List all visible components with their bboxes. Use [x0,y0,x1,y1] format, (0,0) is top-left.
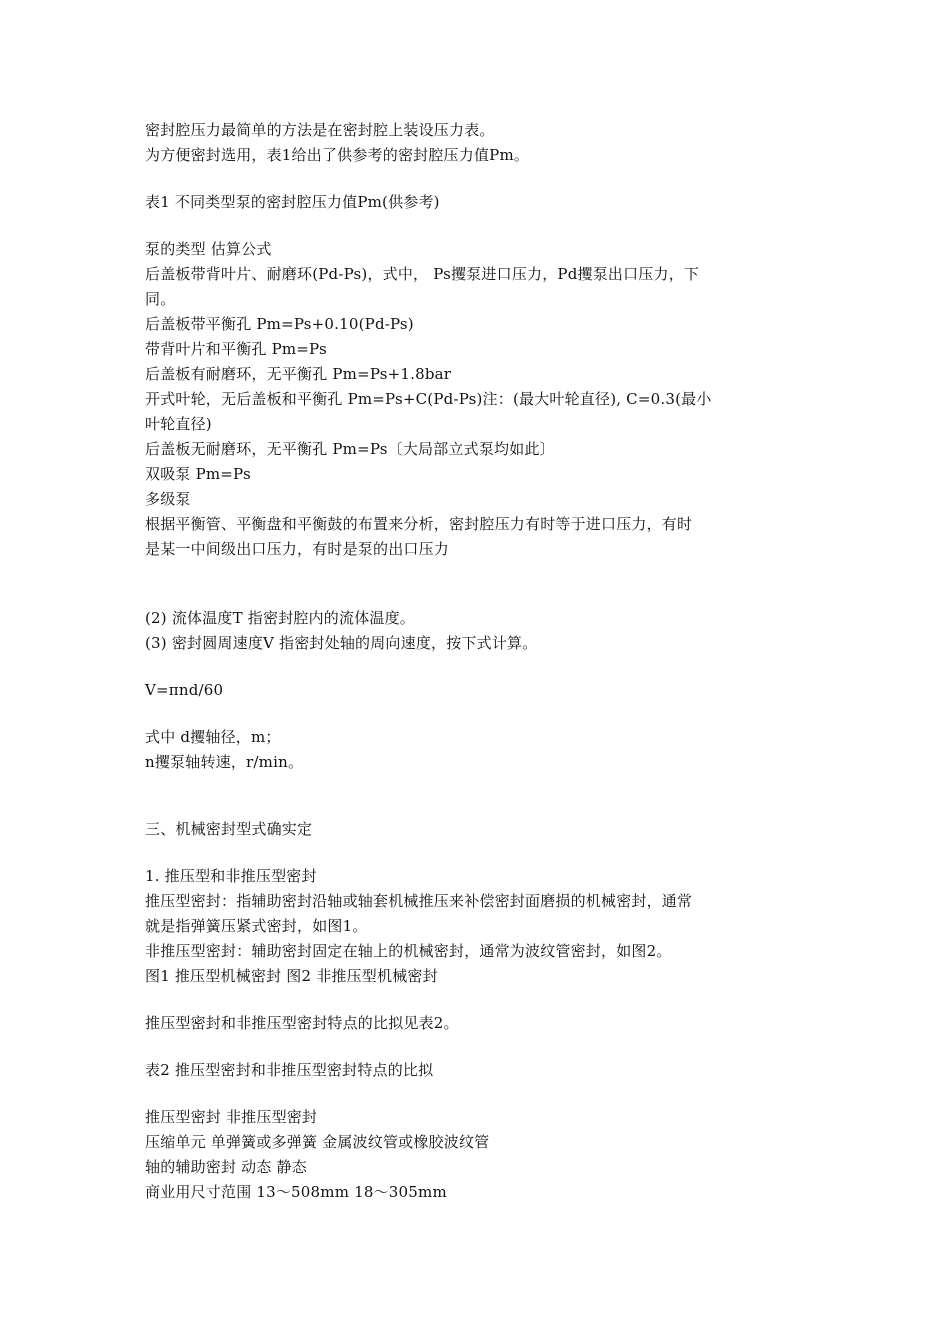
text-line: 后盖板带平衡孔 Pm=Ps+0.10(Pd-Ps) [145,315,414,333]
text-line: 非推压型密封：辅助密封固定在轴上的机械密封，通常为波纹管密封，如图2。 [145,942,672,960]
figure-caption: 图1 推压型机械密封 图2 非推压型机械密封 [145,967,438,985]
document-page [145,118,825,1205]
text-line: 开式叶轮，无后盖板和平衡孔 Pm=Ps+C(Pd-Ps)注：(最大叶轮直径), C=0.3(最小 [145,390,712,408]
text-line: 式中 d攫轴径，m； [145,728,281,746]
text-line: 叶轮直径) [145,415,212,433]
text-line: 同。 [145,290,176,308]
text-line: 根据平衡管、平衡盘和平衡鼓的布置来分析，密封腔压力有时等于进口压力，有时 [145,515,693,533]
text-line: 多级泵 [145,490,191,508]
table-row: 压缩单元 单弹簧或多弹簧 金属波纹管或橡胶波纹管 [145,1133,490,1151]
text-line: 密封腔压力最简单的方法是在密封腔上装设压力表。 [145,121,495,139]
text-line: (3) 密封圆周速度V 指密封处轴的周向速度，按下式计算。 [145,634,538,652]
text-line: 后盖板有耐磨环，无平衡孔 Pm=Ps+1.8bar [145,365,452,383]
table-caption: 表2 推压型密封和非推压型密封特点的比拟 [145,1061,434,1079]
text-line: 就是指弹簧压紧式密封，如图1。 [145,917,368,935]
text-line: n攫泵轴转速，r/min。 [145,753,304,771]
section-heading: 三、机械密封型式确实定 [145,820,313,838]
text-line: 后盖板带背叶片、耐磨环(Pd-Ps)，式中， Ps攫泵进口压力，Pd攫泵出口压力，下 [145,265,700,283]
subsection-heading: 1. 推压型和非推压型密封 [145,867,317,885]
table-caption: 表1 不同类型泵的密封腔压力值Pm(供参考) [145,193,440,211]
table-row: 轴的辅助密封 动态 静态 [145,1158,307,1176]
text-line: 推压型密封：指辅助密封沿轴或轴套机械推压来补偿密封面磨损的机械密封，通常 [145,892,693,910]
text-line: 后盖板无耐磨环，无平衡孔 Pm=Ps〔大局部立式泵均如此〕 [145,440,555,458]
text-line: 是某一中间级出口压力，有时是泵的出口压力 [145,540,450,558]
text-line: 双吸泵 Pm=Ps [145,465,251,483]
text-line: (2) 流体温度T 指密封腔内的流体温度。 [145,609,415,627]
table-header: 泵的类型 估算公式 [145,240,272,258]
text-line: 带背叶片和平衡孔 Pm=Ps [145,340,327,358]
formula: V=πnd/60 [145,681,224,699]
table-header: 推压型密封 非推压型密封 [145,1108,318,1126]
text-line: 为方便密封选用，表1给出了供参考的密封腔压力值Pm。 [145,146,530,164]
table-row: 商业用尺寸范围 13～508mm 18～305mm [145,1183,447,1201]
text-line: 推压型密封和非推压型密封特点的比拟见表2。 [145,1014,459,1032]
